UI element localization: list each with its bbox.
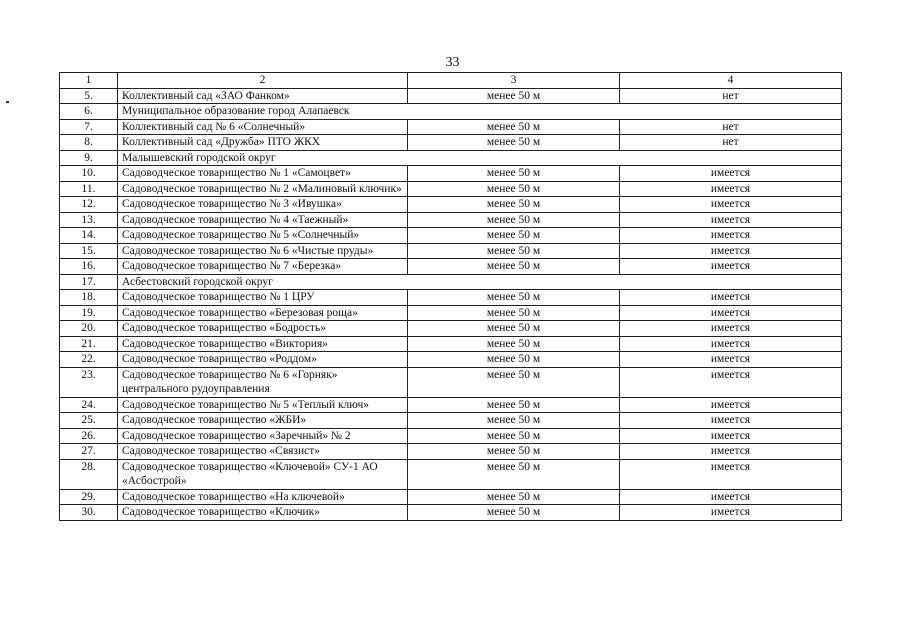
header-cell-3: 3 <box>408 73 620 89</box>
row-number: 6. <box>60 104 118 120</box>
table-row <box>60 321 842 337</box>
presence-cell: имеется <box>620 197 842 213</box>
distance-cell: менее 50 м <box>408 367 620 397</box>
table-row <box>60 489 842 505</box>
distance-cell: менее 50 м <box>408 459 620 489</box>
table-row <box>60 428 842 444</box>
presence-cell: имеется <box>620 428 842 444</box>
table-header-row <box>60 73 842 89</box>
distance-cell: менее 50 м <box>408 290 620 306</box>
row-number: 30. <box>60 505 118 521</box>
table-row <box>60 212 842 228</box>
distance-cell: менее 50 м <box>408 243 620 259</box>
garden-name-cell: Садоводческое товарищество № 5 «Теплый ключ» <box>118 397 408 413</box>
presence-cell: имеется <box>620 166 842 182</box>
row-number: 15. <box>60 243 118 259</box>
garden-name-cell: Садоводческое товарищество № 4 «Таежный» <box>118 212 408 228</box>
row-number: 18. <box>60 290 118 306</box>
presence-cell: имеется <box>620 290 842 306</box>
row-number: 9. <box>60 150 118 166</box>
scan-mark <box>6 101 9 103</box>
row-number: 13. <box>60 212 118 228</box>
presence-cell: имеется <box>620 367 842 397</box>
table-row <box>60 88 842 104</box>
page-number: 33 <box>445 55 460 70</box>
table-row <box>60 444 842 460</box>
table-section-row <box>60 104 842 120</box>
row-number: 29. <box>60 489 118 505</box>
garden-name-cell: Садоводческое товарищество «Заречный» № 2 <box>118 428 408 444</box>
table-row <box>60 166 842 182</box>
presence-cell: имеется <box>620 259 842 275</box>
presence-cell: имеется <box>620 228 842 244</box>
row-number: 12. <box>60 197 118 213</box>
distance-cell: менее 50 м <box>408 181 620 197</box>
presence-cell: имеется <box>620 321 842 337</box>
header-cell-2: 2 <box>118 73 408 89</box>
presence-cell: имеется <box>620 489 842 505</box>
section-title: Малышевский городской округ <box>118 150 842 166</box>
garden-name-cell: Садоводческое товарищество «Роддом» <box>118 352 408 368</box>
distance-cell: менее 50 м <box>408 88 620 104</box>
row-number: 10. <box>60 166 118 182</box>
presence-cell: имеется <box>620 459 842 489</box>
presence-cell: имеется <box>620 413 842 429</box>
presence-cell: имеется <box>620 336 842 352</box>
table-row <box>60 259 842 275</box>
distance-cell: менее 50 м <box>408 212 620 228</box>
presence-cell: имеется <box>620 212 842 228</box>
garden-name-cell: Садоводческое товарищество № 6 «Горняк» центрального рудоуправления <box>118 367 408 397</box>
row-number: 17. <box>60 274 118 290</box>
presence-cell: имеется <box>620 181 842 197</box>
table-row <box>60 228 842 244</box>
presence-cell: нет <box>620 88 842 104</box>
distance-cell: менее 50 м <box>408 119 620 135</box>
distance-cell: менее 50 м <box>408 228 620 244</box>
garden-name-cell: Садоводческое товарищество № 3 «Ивушка» <box>118 197 408 213</box>
table-row <box>60 336 842 352</box>
distance-cell: менее 50 м <box>408 336 620 352</box>
row-number: 22. <box>60 352 118 368</box>
table-row <box>60 367 842 397</box>
garden-name-cell: Садоводческое товарищество «Виктория» <box>118 336 408 352</box>
table-row <box>60 413 842 429</box>
distance-cell: менее 50 м <box>408 413 620 429</box>
row-number: 25. <box>60 413 118 429</box>
table-row <box>60 352 842 368</box>
garden-name-cell: Садоводческое товарищество «ЖБИ» <box>118 413 408 429</box>
row-number: 27. <box>60 444 118 460</box>
distance-cell: менее 50 м <box>408 397 620 413</box>
table-section-row <box>60 150 842 166</box>
table-row <box>60 119 842 135</box>
row-number: 28. <box>60 459 118 489</box>
garden-name-cell: Садоводческое товарищество № 7 «Березка» <box>118 259 408 275</box>
garden-name-cell: Коллективный сад «ЗАО Фанком» <box>118 88 408 104</box>
table-row <box>60 243 842 259</box>
presence-cell: нет <box>620 119 842 135</box>
garden-name-cell: Садоводческое товарищество «Бодрость» <box>118 321 408 337</box>
table-row <box>60 290 842 306</box>
section-title: Асбестовский городской округ <box>118 274 842 290</box>
garden-name-cell: Садоводческое товарищество «Связист» <box>118 444 408 460</box>
presence-cell: имеется <box>620 305 842 321</box>
table-row <box>60 459 842 489</box>
garden-name-cell: Садоводческое товарищество № 1 «Самоцвет» <box>118 166 408 182</box>
row-number: 8. <box>60 135 118 151</box>
table-section-row <box>60 274 842 290</box>
distance-cell: менее 50 м <box>408 305 620 321</box>
table-row <box>60 197 842 213</box>
distance-cell: менее 50 м <box>408 197 620 213</box>
row-number: 24. <box>60 397 118 413</box>
distance-cell: менее 50 м <box>408 489 620 505</box>
table-row <box>60 505 842 521</box>
table-row <box>60 397 842 413</box>
garden-name-cell: Садоводческое товарищество № 2 «Малиновый ключик» <box>118 181 408 197</box>
header-cell-4: 4 <box>620 73 842 89</box>
garden-name-cell: Садоводческое товарищество № 5 «Солнечный» <box>118 228 408 244</box>
distance-cell: менее 50 м <box>408 321 620 337</box>
row-number: 16. <box>60 259 118 275</box>
distance-cell: менее 50 м <box>408 505 620 521</box>
table-row <box>60 305 842 321</box>
distance-cell: менее 50 м <box>408 259 620 275</box>
table-row <box>60 135 842 151</box>
distance-cell: менее 50 м <box>408 166 620 182</box>
document-table <box>59 72 842 521</box>
garden-name-cell: Садоводческое товарищество «Березовая роща» <box>118 305 408 321</box>
presence-cell: имеется <box>620 505 842 521</box>
row-number: 23. <box>60 367 118 397</box>
garden-name-cell: Садоводческое товарищество № 1 ЦРУ <box>118 290 408 306</box>
distance-cell: менее 50 м <box>408 444 620 460</box>
presence-cell: имеется <box>620 397 842 413</box>
distance-cell: менее 50 м <box>408 352 620 368</box>
presence-cell: имеется <box>620 352 842 368</box>
presence-cell: имеется <box>620 243 842 259</box>
garden-name-cell: Коллективный сад «Дружба» ПТО ЖКХ <box>118 135 408 151</box>
row-number: 14. <box>60 228 118 244</box>
row-number: 7. <box>60 119 118 135</box>
row-number: 19. <box>60 305 118 321</box>
table-row <box>60 181 842 197</box>
garden-name-cell: Садоводческое товарищество «На ключевой» <box>118 489 408 505</box>
garden-name-cell: Садоводческое товарищество «Ключик» <box>118 505 408 521</box>
presence-cell: нет <box>620 135 842 151</box>
table-body <box>60 73 842 521</box>
row-number: 5. <box>60 88 118 104</box>
row-number: 11. <box>60 181 118 197</box>
header-cell-1: 1 <box>60 73 118 89</box>
distance-cell: менее 50 м <box>408 428 620 444</box>
row-number: 26. <box>60 428 118 444</box>
garden-name-cell: Садоводческое товарищество № 6 «Чистые пруды» <box>118 243 408 259</box>
garden-name-cell: Садоводческое товарищество «Ключевой» СУ-1 АО «Асбострой» <box>118 459 408 489</box>
row-number: 20. <box>60 321 118 337</box>
garden-name-cell: Коллективный сад № 6 «Солнечный» <box>118 119 408 135</box>
row-number: 21. <box>60 336 118 352</box>
section-title: Муниципальное образование город Алапаевск <box>118 104 842 120</box>
presence-cell: имеется <box>620 444 842 460</box>
distance-cell: менее 50 м <box>408 135 620 151</box>
